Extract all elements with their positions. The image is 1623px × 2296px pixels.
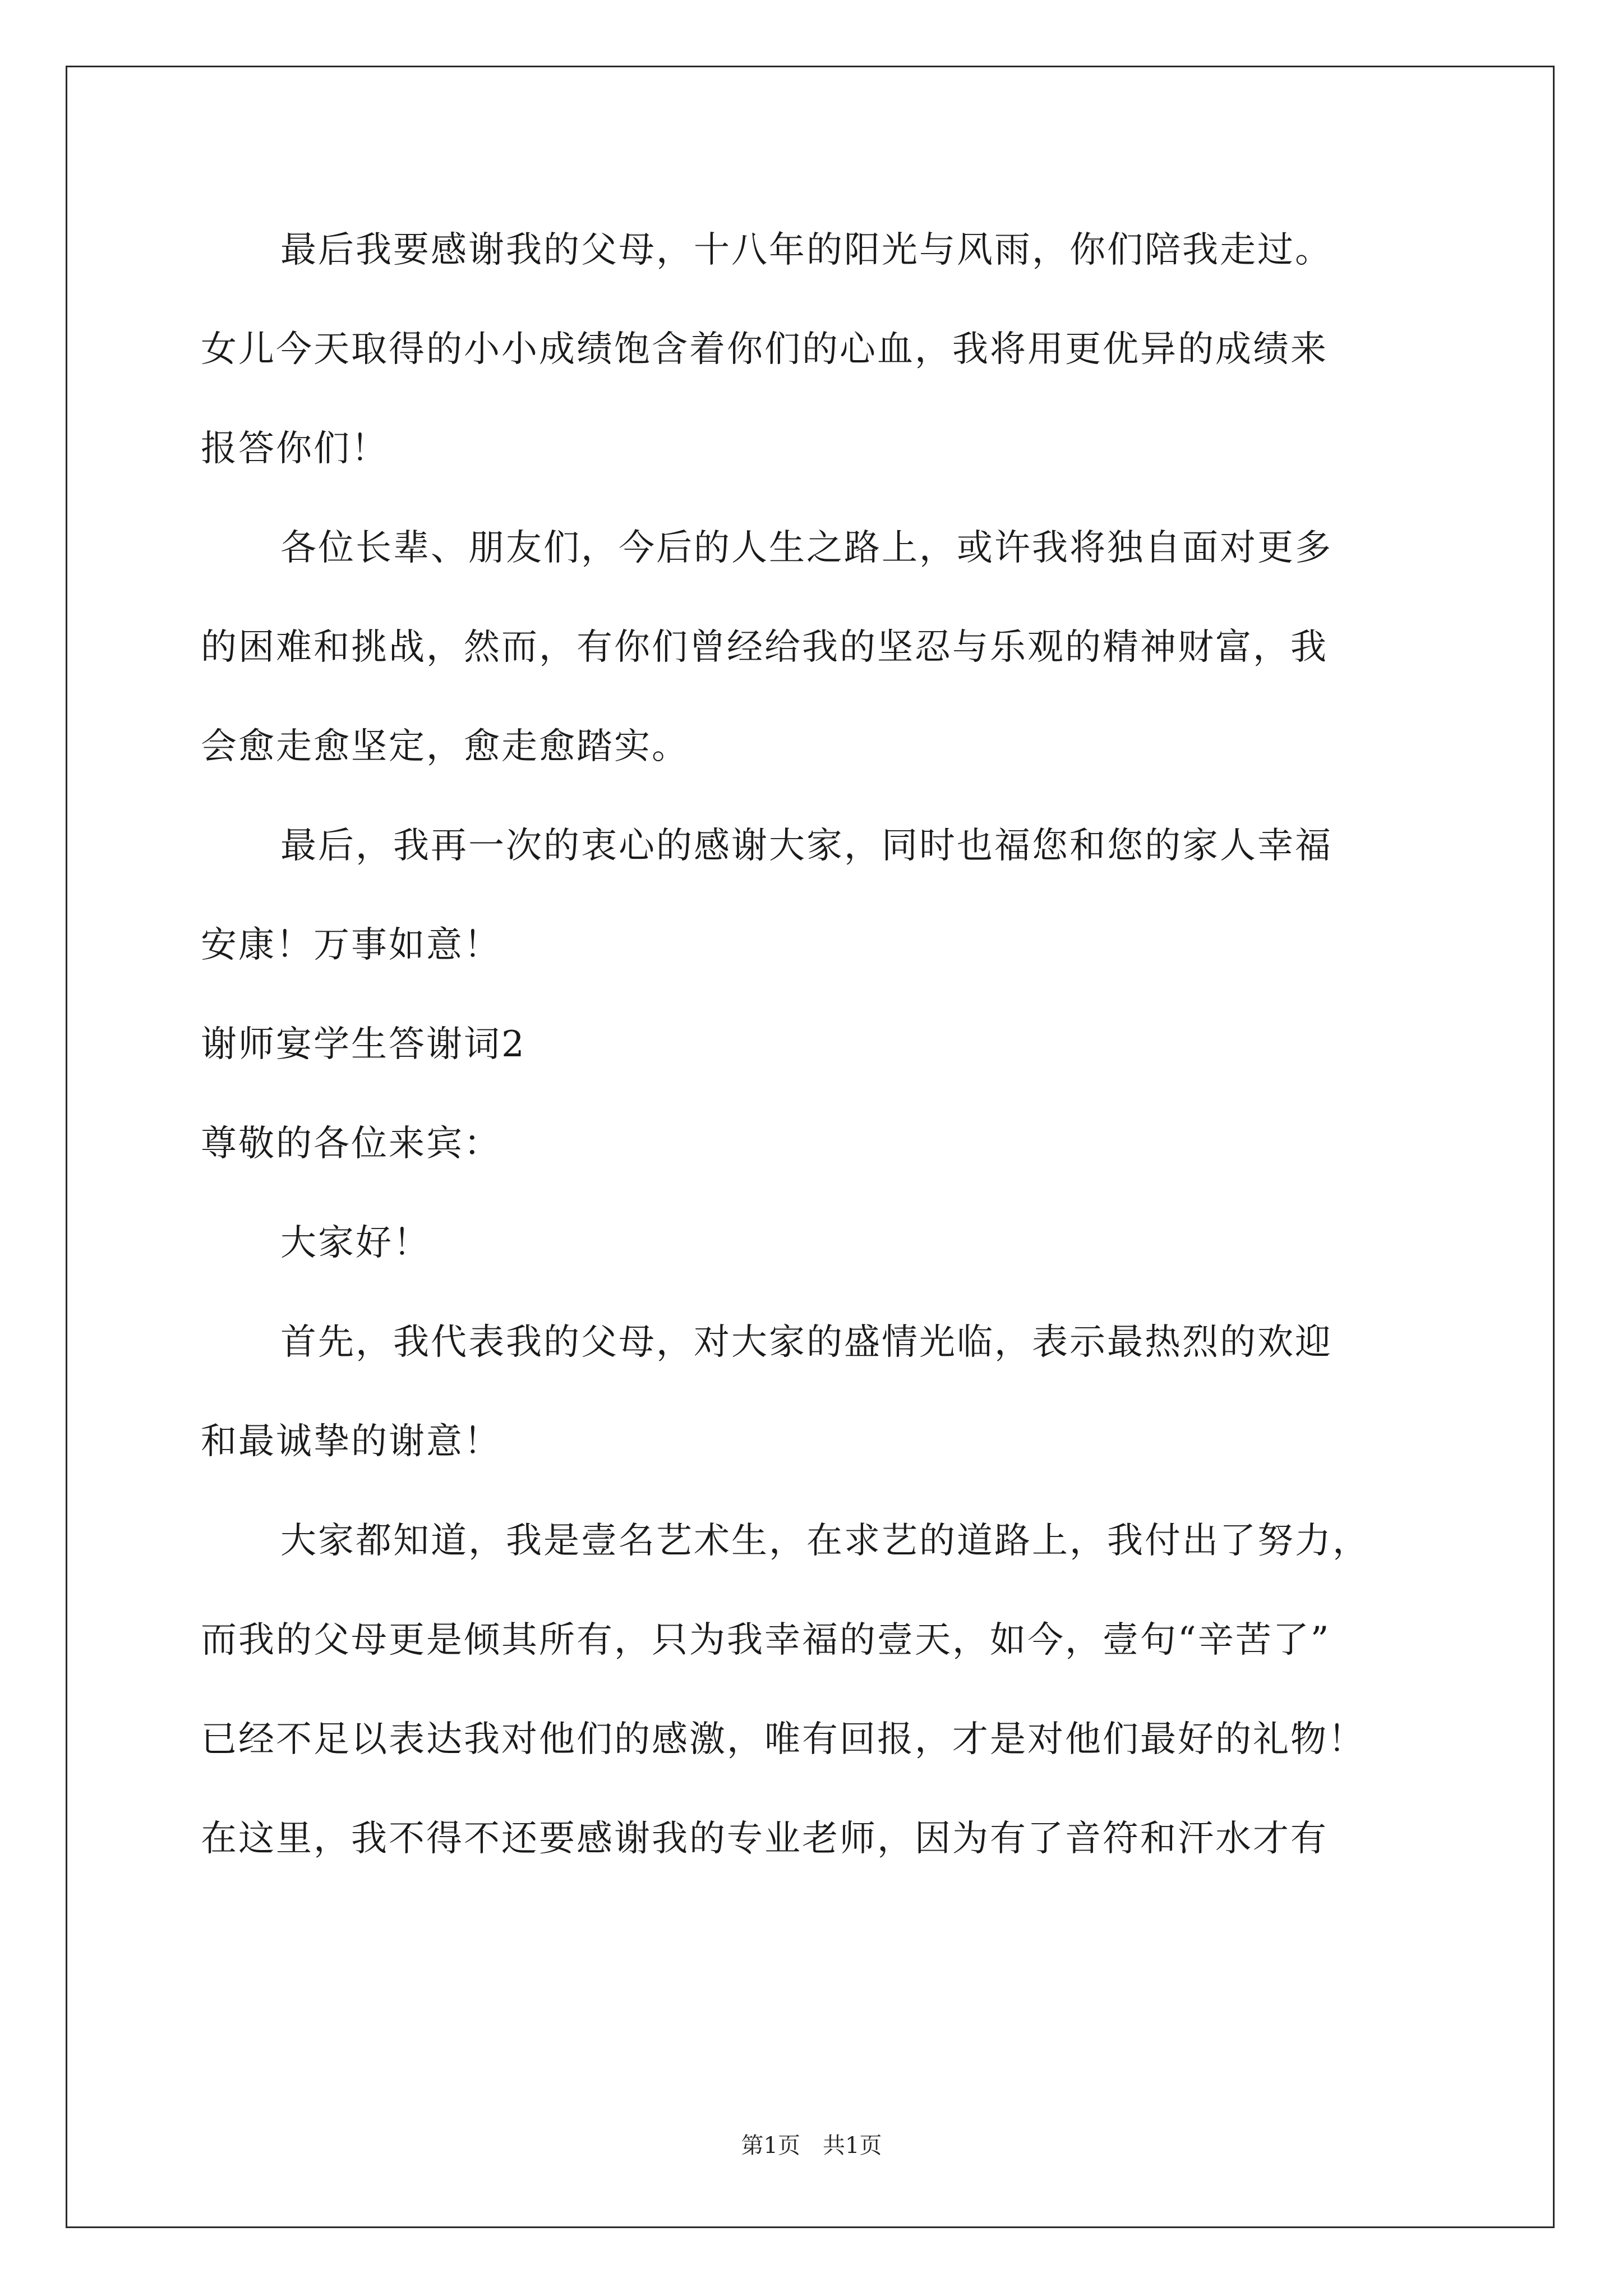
paragraph-line: 首先，我代表我的父母，对大家的盛情光临，表示最热烈的欢迎 bbox=[280, 1322, 1332, 1363]
paragraph-line: 在这里，我不得不还要感谢我的专业老师，因为有了音符和汗水才有 bbox=[201, 1818, 1328, 1860]
section-heading: 谢师宴学生答谢词2 bbox=[201, 1024, 526, 1065]
page-footer: 第1页 共1页 bbox=[741, 2133, 882, 2159]
paragraph-line: 大家都知道，我是壹名艺术生，在求艺的道路上，我付出了努力， bbox=[280, 1520, 1370, 1562]
paragraph-line: 而我的父母更是倾其所有，只为我幸福的壹天，如今，壹句“辛苦了” bbox=[201, 1619, 1331, 1661]
paragraph-line: 已经不足以表达我对他们的感激，唯有回报，才是对他们最好的礼物！ bbox=[201, 1719, 1366, 1760]
greeting: 大家好！ bbox=[280, 1222, 431, 1264]
salutation: 尊敬的各位来宾： bbox=[201, 1123, 501, 1165]
paragraph-line: 报答你们！ bbox=[201, 428, 389, 470]
paragraph-line: 和最诚挚的谢意！ bbox=[201, 1421, 501, 1462]
paragraph-line: 会愈走愈坚定，愈走愈踏实。 bbox=[201, 726, 689, 767]
paragraph-line: 的困难和挑战，然而，有你们曾经给我的坚忍与乐观的精神财富，我 bbox=[201, 627, 1328, 668]
paragraph-line: 安康！万事如意！ bbox=[201, 924, 501, 966]
paragraph-line: 女儿今天取得的小小成绩饱含着你们的心血，我将用更优异的成绩来 bbox=[201, 329, 1328, 370]
paragraph-line: 最后我要感谢我的父母，十八年的阳光与风雨，你们陪我走过。 bbox=[280, 229, 1332, 271]
paragraph-line: 最后，我再一次的衷心的感谢大家，同时也福您和您的家人幸福 bbox=[280, 825, 1332, 867]
paragraph-line: 各位长辈、朋友们，今后的人生之路上，或许我将独自面对更多 bbox=[280, 527, 1332, 569]
